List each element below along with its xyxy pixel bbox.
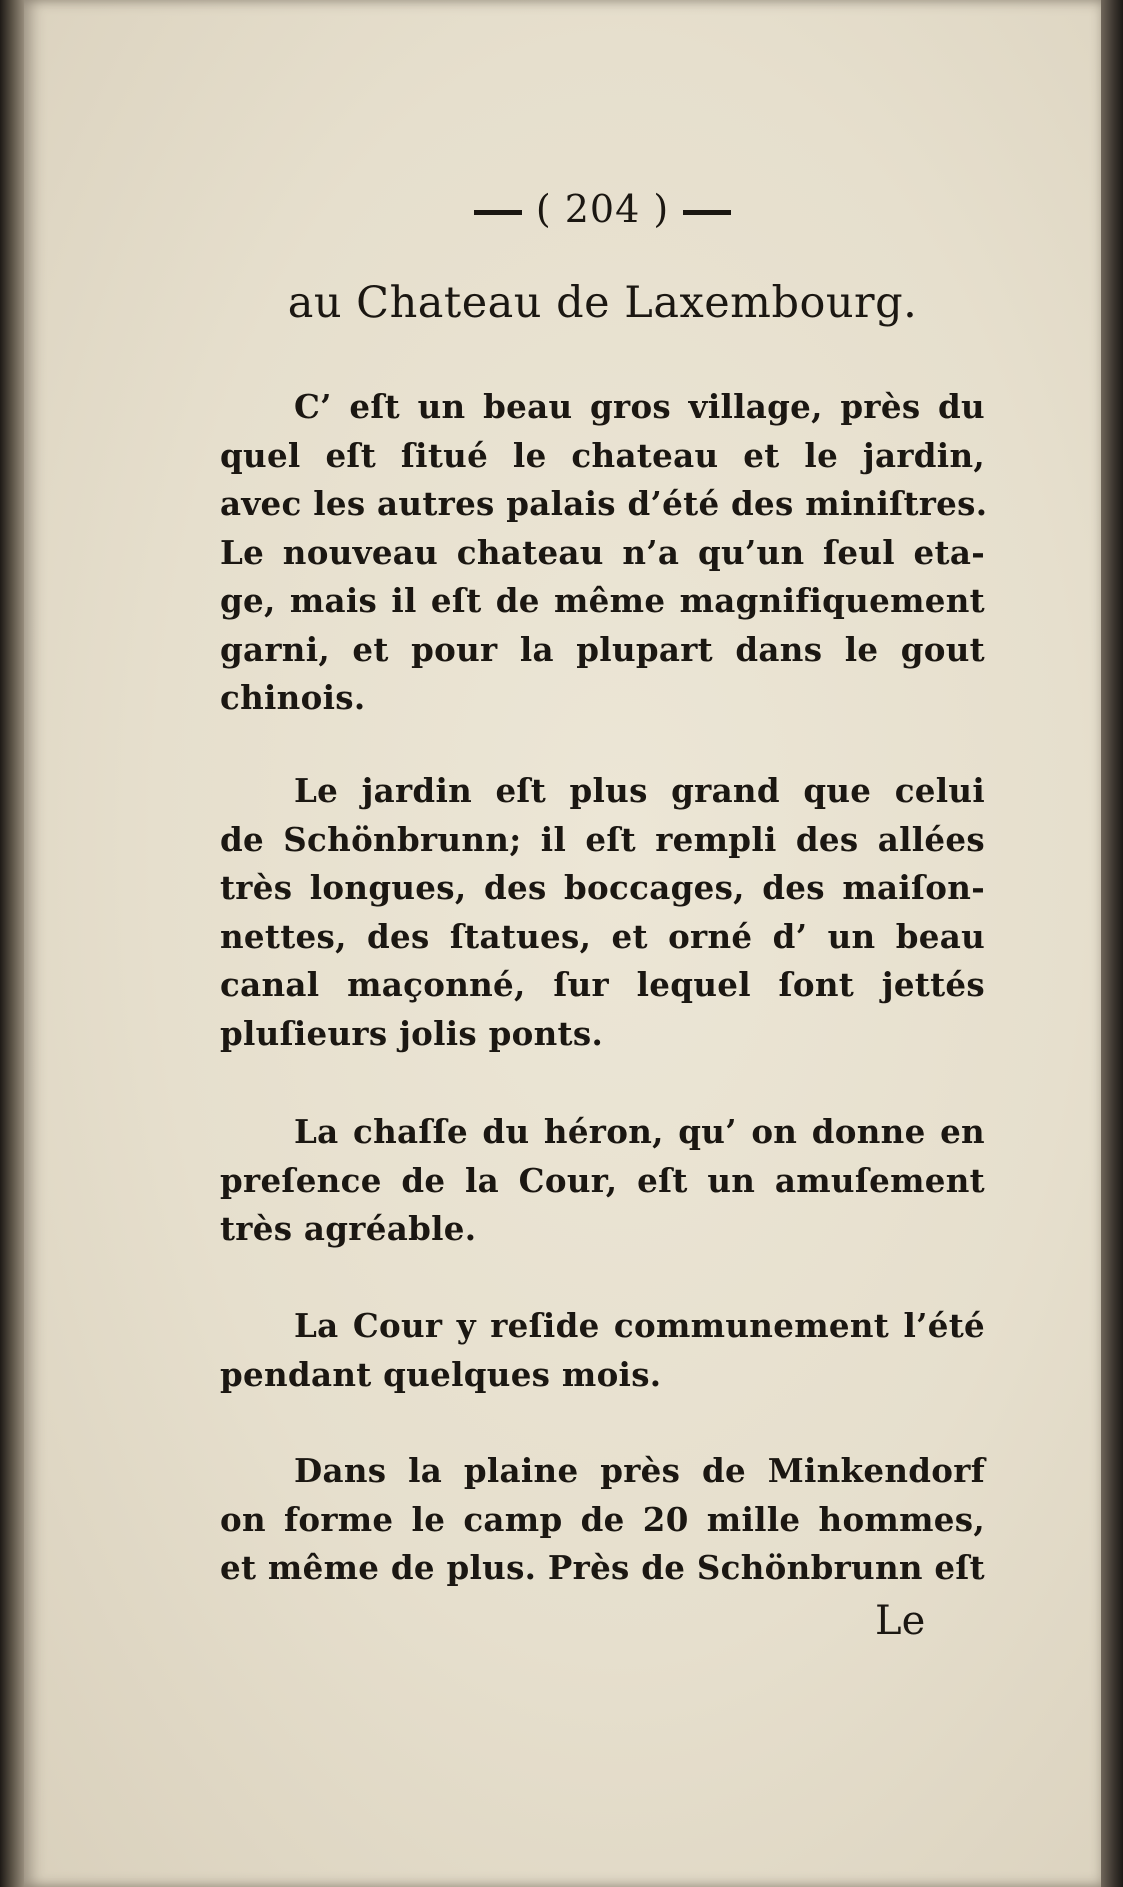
text-line: C’ eſt un beau gros village, près du [294, 387, 985, 426]
page-number: ( 204 ) [535, 187, 670, 231]
text-line: Le jardin eſt plus grand que celui [294, 771, 985, 810]
catchword: Le [875, 1598, 926, 1644]
text-line: garni, et pour la plupart dans le gout [220, 629, 985, 669]
paragraph-1 [220, 383, 988, 723]
header-dash-left [474, 210, 522, 215]
text-line: nettes, des ſtatues, et orné d’ un beau [220, 916, 985, 956]
text-line: et même de plus. Près de Schönbrunn eſt [220, 1548, 985, 1587]
text-line: très longues, des boccages, des maiſon- [220, 868, 985, 907]
text-line: pendant quelques mois. [220, 1354, 662, 1394]
text-line: ge, mais il eſt de même magnifiquement [220, 581, 985, 620]
paragraph-2 [220, 767, 985, 1058]
text-line: pluſieurs jolis ponts. [220, 1013, 604, 1053]
page-header [220, 187, 985, 231]
text-line: La Cour y reſide communement l’été [294, 1306, 985, 1345]
text-line: preſence de la Cour, eſt un amuſement [220, 1160, 985, 1200]
text-line: de Schönbrunn; il eſt rempli des allées [220, 819, 985, 859]
paragraph-5 [220, 1447, 985, 1593]
text-line: Le nouveau chateau n’a qu’un ſeul eta- [220, 532, 985, 572]
page-stack-edge [1101, 0, 1123, 1887]
paragraph-3 [220, 1108, 985, 1254]
text-line: quel eſt ſitué le chateau et le jardin, [220, 435, 985, 475]
text-line: on forme le camp de 20 mille hommes, [220, 1499, 985, 1539]
section-title: au Chateau de Laxembourg. [287, 278, 918, 328]
text-line: canal maçonné, ſur lequel ſont jettés [220, 965, 985, 1004]
paragraph-4 [220, 1302, 985, 1399]
text-line: chinois. [220, 678, 366, 717]
book-page [24, 0, 1104, 1887]
text-line: La chaſſe du héron, qu’ on donne en [294, 1112, 985, 1151]
text-line: Dans la plaine près de Minkendorf [294, 1451, 985, 1490]
header-dash-right [683, 210, 731, 215]
text-line: très agréable. [220, 1209, 477, 1248]
text-line: avec les autres palais d’été des miniſtres. [220, 484, 988, 523]
